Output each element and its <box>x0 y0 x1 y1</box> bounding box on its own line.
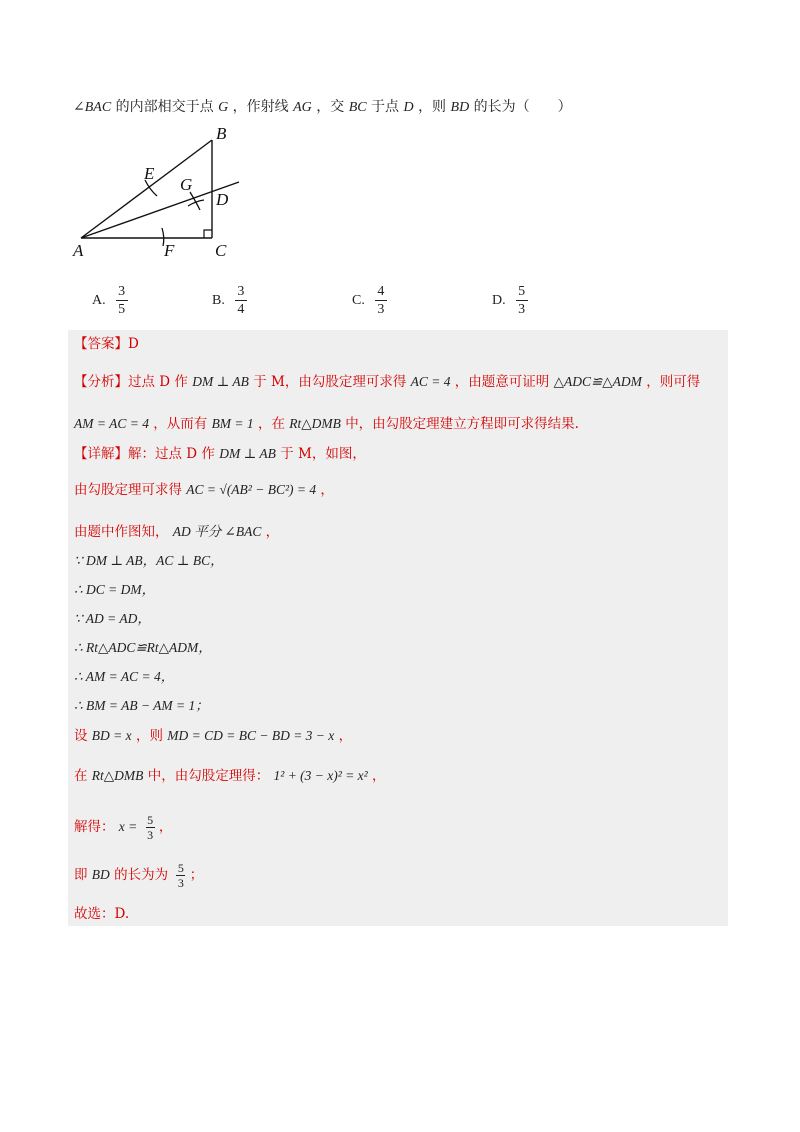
detail-text-13c: 的长为为 <box>114 867 169 883</box>
analysis-formula-1b: DM ⊥ AB <box>192 374 249 389</box>
detail-line-3 <box>74 522 279 542</box>
analysis-text-1a: 【分析】过点 D 作 <box>74 374 188 390</box>
detail-formula-3b: AD 平分 ∠BAC <box>172 524 262 539</box>
detail-text-10a: 设 <box>74 728 88 744</box>
point-g: G <box>218 100 229 115</box>
analysis-text-1e: ，由题意可证明 <box>454 374 550 390</box>
option-a-numerator: 3 <box>118 284 126 299</box>
question-part-5: ，则 <box>418 99 447 115</box>
detail-line-11 <box>74 766 386 786</box>
detail-13-numerator: 5 <box>177 861 184 875</box>
detail-line-1 <box>74 444 366 464</box>
solution-box <box>68 330 728 926</box>
option-b-fraction <box>235 284 247 317</box>
label-d: D <box>216 190 229 209</box>
detail-formula-2b: AC = √(AB² − BC²) = 4 <box>186 482 317 497</box>
detail-formula-11b: Rt△DMB <box>91 768 144 783</box>
label-c: C <box>215 241 227 260</box>
option-d-numerator: 5 <box>518 284 526 299</box>
geometry-figure <box>70 124 260 264</box>
detail-text-3c: ， <box>265 524 280 540</box>
detail-text-1c: 于 M，如图， <box>280 446 366 462</box>
option-d-denominator: 3 <box>518 302 526 317</box>
analysis-text-2f: 中，由勾股定理建立方程即可求得结果. <box>345 416 579 432</box>
detail-formula-5: ∴ DC = DM， <box>74 582 156 597</box>
analysis-formula-2e: Rt△DMB <box>289 416 341 431</box>
detail-formula-7: ∴ Rt△ADC≌Rt△ADM， <box>74 640 212 655</box>
option-b-denominator: 4 <box>237 302 245 317</box>
option-a[interactable] <box>92 284 128 317</box>
segment-bd: BD <box>450 100 470 115</box>
question-part-1: 的内部相交于点 <box>115 99 214 115</box>
analysis-text-1g: ，则可得 <box>646 374 701 390</box>
detail-text-2c: ， <box>320 482 334 498</box>
option-a-denominator: 5 <box>118 302 126 317</box>
analysis-formula-2c: BM = 1 <box>211 416 254 431</box>
detail-line-5 <box>74 580 155 600</box>
detail-text-11a: 在 <box>74 768 88 784</box>
point-d: D <box>403 100 414 115</box>
detail-text-3a: 由题中作图知， <box>74 524 169 540</box>
option-c-denominator: 3 <box>377 302 385 317</box>
analysis-formula-1d: AC = 4 <box>410 374 451 389</box>
option-c-fraction <box>375 284 387 317</box>
detail-formula-12b: x = <box>118 819 138 834</box>
detail-text-14: 故选：D. <box>74 906 130 922</box>
label-g: G <box>180 175 193 194</box>
detail-formula-13b: BD <box>91 867 110 882</box>
analysis-line-2 <box>74 414 579 434</box>
analysis-text-2b: ，从而有 <box>153 416 208 432</box>
question-part-3: ，交 <box>316 99 345 115</box>
detail-text-11c: 中，由勾股定理得： <box>147 768 270 784</box>
segment-ab <box>81 140 212 238</box>
detail-13-denominator: 3 <box>177 876 184 890</box>
detail-formula-6: ∵ AD = AD， <box>74 611 151 626</box>
angle-bac: ∠BAC <box>73 100 112 115</box>
detail-12-fraction <box>146 814 155 841</box>
analysis-formula-2a: AM = AC = 4 <box>74 416 149 431</box>
label-a: A <box>73 241 84 260</box>
detail-text-10e: ， <box>338 728 353 744</box>
option-b[interactable] <box>212 284 247 317</box>
detail-formula-11d: 1² + (3 − x)² = x² <box>273 768 368 783</box>
option-d-fraction <box>516 284 528 317</box>
detail-line-9 <box>74 696 209 716</box>
label-b: B <box>216 124 227 143</box>
question-part-6: 的长为（ ） <box>473 99 572 115</box>
ray-ag: AG <box>293 100 312 115</box>
detail-line-6 <box>74 609 151 629</box>
detail-text-12a: 解得： <box>74 819 115 835</box>
detail-text-11e: ， <box>372 768 386 784</box>
option-c-numerator: 4 <box>377 284 385 299</box>
detail-line-12 <box>74 814 172 841</box>
detail-formula-10d: MD = CD = BC − BD = 3 − x <box>167 728 335 743</box>
analysis-text-2d: ，在 <box>257 416 285 432</box>
option-d[interactable] <box>492 284 528 317</box>
detail-formula-9: ∴ BM = AB − AM = 1； <box>74 698 209 713</box>
question-part-4: 于点 <box>371 99 400 115</box>
detail-formula-4: ∵ DM ⊥ AB，AC ⊥ BC， <box>74 553 224 568</box>
analysis-formula-1f: △ADC≌△ADM <box>553 374 642 389</box>
detail-line-13 <box>74 862 203 889</box>
detail-text-10c: ，则 <box>135 728 163 744</box>
detail-line-14 <box>74 904 129 924</box>
answer-line <box>74 334 139 354</box>
right-angle-mark <box>204 230 212 238</box>
detail-text-2a: 由勾股定理可求得 <box>74 482 182 498</box>
detail-line-2 <box>74 480 334 500</box>
segment-bc: BC <box>348 100 367 115</box>
detail-12-numerator: 5 <box>147 813 154 827</box>
detail-line-7 <box>74 638 212 658</box>
label-f: F <box>164 241 175 260</box>
analysis-line-1 <box>74 372 700 392</box>
label-e: E <box>144 164 155 183</box>
detail-text-12c: ， <box>158 819 173 835</box>
detail-formula-8: ∴ AM = AC = 4， <box>74 669 175 684</box>
detail-text-1a: 【详解】解：过点 D 作 <box>74 446 215 462</box>
detail-text-13d: ； <box>189 867 204 883</box>
option-b-letter: B. <box>212 292 225 308</box>
option-d-letter: D. <box>492 292 506 308</box>
question-text <box>73 96 572 119</box>
option-c[interactable] <box>352 284 387 317</box>
option-a-letter: A. <box>92 292 106 308</box>
detail-formula-1b: DM ⊥ AB <box>219 446 276 461</box>
option-c-letter: C. <box>352 292 365 308</box>
question-part-2: ，作射线 <box>232 99 289 115</box>
answer-text: 【答案】D <box>74 336 139 352</box>
detail-13-fraction <box>176 862 185 889</box>
detail-line-8 <box>74 667 174 687</box>
analysis-text-1c: 于 M，由勾股定理可求得 <box>253 374 407 390</box>
answer-options <box>92 284 572 324</box>
detail-12-denominator: 3 <box>147 828 154 842</box>
detail-formula-10b: BD = x <box>91 728 132 743</box>
detail-line-10 <box>74 726 352 746</box>
detail-text-13a: 即 <box>74 867 88 883</box>
detail-line-4 <box>74 551 224 571</box>
option-a-fraction <box>116 284 128 317</box>
option-b-numerator: 3 <box>237 284 245 299</box>
